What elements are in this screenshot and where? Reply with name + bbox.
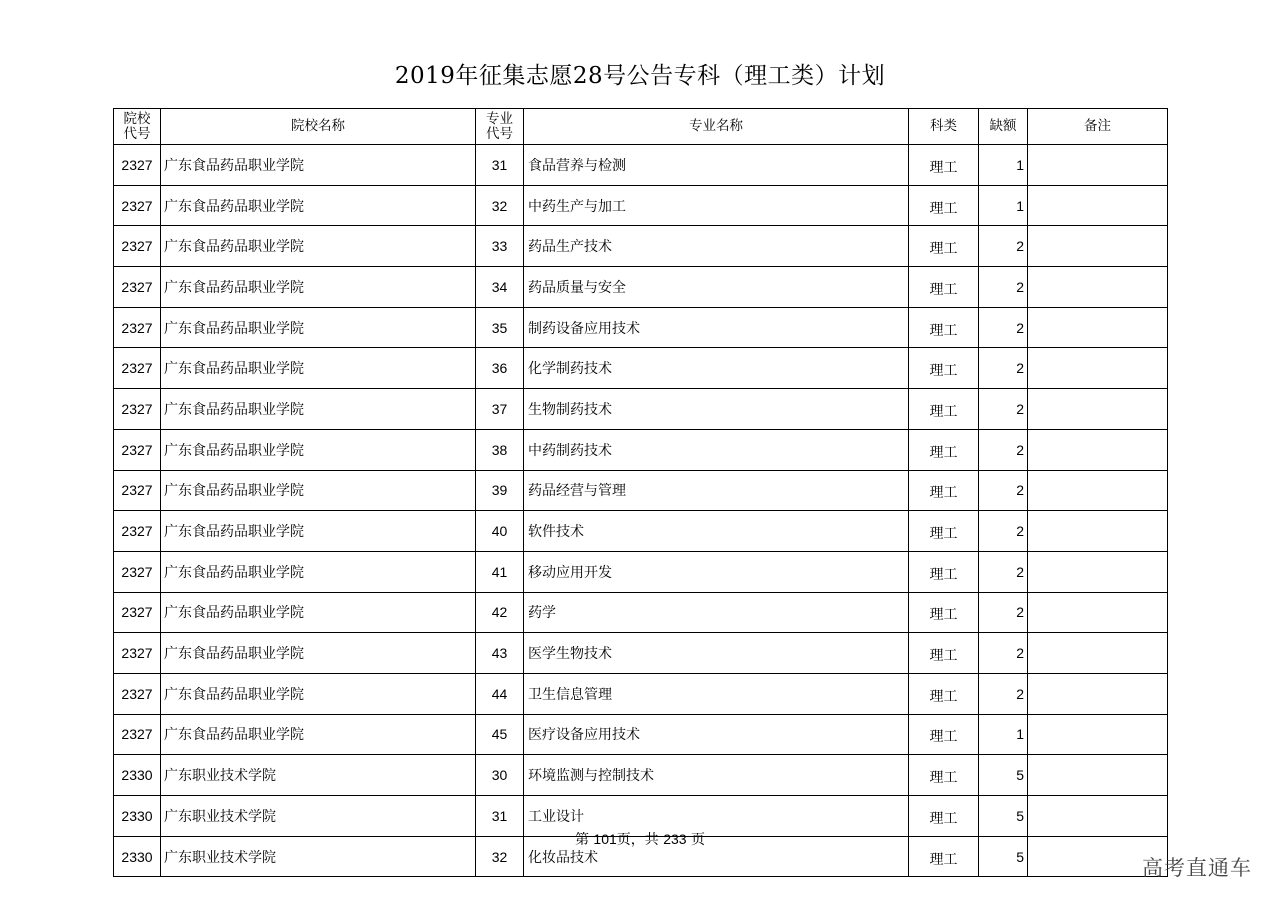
cell-major-code: 43 bbox=[476, 633, 524, 674]
table-row bbox=[114, 470, 1168, 511]
cell-major-name: 医疗设备应用技术 bbox=[524, 714, 909, 755]
table-row bbox=[114, 348, 1168, 389]
header-major-code bbox=[476, 109, 524, 145]
cell-remarks bbox=[1028, 348, 1168, 389]
cell-remarks bbox=[1028, 714, 1168, 755]
header-school-code-line2: 代号 bbox=[123, 125, 151, 142]
table-row bbox=[114, 429, 1168, 470]
cell-school-name: 广东食品药品职业学院 bbox=[161, 714, 476, 755]
cell-quota: 1 bbox=[979, 185, 1028, 226]
cell-remarks bbox=[1028, 592, 1168, 633]
cell-school-name: 广东食品药品职业学院 bbox=[161, 551, 476, 592]
cell-school-code: 2327 bbox=[114, 470, 161, 511]
cell-major-code: 30 bbox=[476, 755, 524, 796]
cell-major-name: 药学 bbox=[524, 592, 909, 633]
cell-quota: 2 bbox=[979, 267, 1028, 308]
cell-school-code: 2327 bbox=[114, 673, 161, 714]
cell-quota: 2 bbox=[979, 226, 1028, 267]
cell-school-name: 广东食品药品职业学院 bbox=[161, 633, 476, 674]
footer-page-number: 101 bbox=[593, 831, 617, 847]
cell-school-code: 2327 bbox=[114, 226, 161, 267]
cell-remarks bbox=[1028, 633, 1168, 674]
cell-school-name: 广东职业技术学院 bbox=[161, 755, 476, 796]
cell-remarks bbox=[1028, 267, 1168, 308]
page-footer bbox=[0, 829, 1280, 849]
table-row bbox=[114, 185, 1168, 226]
cell-major-name: 制药设备应用技术 bbox=[524, 307, 909, 348]
cell-category: 理工 bbox=[909, 836, 979, 877]
cell-major-name: 工业设计 bbox=[524, 796, 909, 837]
cell-remarks bbox=[1028, 673, 1168, 714]
cell-category: 理工 bbox=[909, 470, 979, 511]
cell-quota: 2 bbox=[979, 592, 1028, 633]
cell-school-name: 广东食品药品职业学院 bbox=[161, 307, 476, 348]
cell-quota: 2 bbox=[979, 511, 1028, 552]
cell-school-code: 2327 bbox=[114, 429, 161, 470]
header-major-name: 专业名称 bbox=[524, 109, 909, 145]
cell-major-code: 31 bbox=[476, 145, 524, 186]
cell-quota: 2 bbox=[979, 348, 1028, 389]
cell-school-name: 广东职业技术学院 bbox=[161, 796, 476, 837]
table-row bbox=[114, 673, 1168, 714]
cell-quota: 1 bbox=[979, 145, 1028, 186]
cell-remarks bbox=[1028, 307, 1168, 348]
cell-category: 理工 bbox=[909, 267, 979, 308]
cell-school-name: 广东食品药品职业学院 bbox=[161, 592, 476, 633]
cell-quota: 5 bbox=[979, 755, 1028, 796]
cell-quota: 2 bbox=[979, 470, 1028, 511]
cell-major-name: 环境监测与控制技术 bbox=[524, 755, 909, 796]
cell-category: 理工 bbox=[909, 389, 979, 430]
cell-major-name: 药品经营与管理 bbox=[524, 470, 909, 511]
cell-major-code: 38 bbox=[476, 429, 524, 470]
header-school-name: 院校名称 bbox=[161, 109, 476, 145]
table-row bbox=[114, 511, 1168, 552]
cell-remarks bbox=[1028, 551, 1168, 592]
cell-school-code: 2327 bbox=[114, 348, 161, 389]
cell-major-name: 卫生信息管理 bbox=[524, 673, 909, 714]
header-school-code bbox=[114, 109, 161, 145]
header-quota: 缺额 bbox=[979, 109, 1028, 145]
cell-major-name: 药品质量与安全 bbox=[524, 267, 909, 308]
cell-quota: 1 bbox=[979, 714, 1028, 755]
cell-category: 理工 bbox=[909, 185, 979, 226]
cell-school-name: 广东食品药品职业学院 bbox=[161, 185, 476, 226]
cell-category: 理工 bbox=[909, 511, 979, 552]
cell-quota: 5 bbox=[979, 836, 1028, 877]
cell-major-name: 移动应用开发 bbox=[524, 551, 909, 592]
table-row bbox=[114, 389, 1168, 430]
cell-major-name: 化妆品技术 bbox=[524, 836, 909, 877]
cell-quota: 2 bbox=[979, 673, 1028, 714]
cell-remarks bbox=[1028, 470, 1168, 511]
cell-remarks bbox=[1028, 145, 1168, 186]
table-row bbox=[114, 755, 1168, 796]
header-major-code-line1: 专业 bbox=[486, 110, 513, 127]
cell-remarks bbox=[1028, 429, 1168, 470]
cell-major-name: 中药制药技术 bbox=[524, 429, 909, 470]
cell-remarks bbox=[1028, 185, 1168, 226]
cell-major-code: 45 bbox=[476, 714, 524, 755]
cell-school-code: 2327 bbox=[114, 307, 161, 348]
cell-major-code: 32 bbox=[476, 836, 524, 877]
cell-category: 理工 bbox=[909, 307, 979, 348]
cell-school-code: 2327 bbox=[114, 267, 161, 308]
header-category: 科类 bbox=[909, 109, 979, 145]
cell-school-name: 广东食品药品职业学院 bbox=[161, 145, 476, 186]
cell-school-code: 2327 bbox=[114, 714, 161, 755]
cell-school-name: 广东食品药品职业学院 bbox=[161, 226, 476, 267]
plan-table bbox=[113, 108, 1168, 877]
cell-school-name: 广东食品药品职业学院 bbox=[161, 389, 476, 430]
cell-school-name: 广东职业技术学院 bbox=[161, 836, 476, 877]
cell-school-code: 2327 bbox=[114, 389, 161, 430]
cell-school-code: 2327 bbox=[114, 551, 161, 592]
header-major-code-line2: 代号 bbox=[486, 125, 513, 142]
footer-total-pages: 233 bbox=[663, 831, 687, 847]
cell-category: 理工 bbox=[909, 796, 979, 837]
footer-prefix: 第 bbox=[574, 832, 589, 848]
cell-major-code: 40 bbox=[476, 511, 524, 552]
header-school-code-line1: 院校 bbox=[123, 110, 151, 127]
cell-category: 理工 bbox=[909, 348, 979, 389]
cell-remarks bbox=[1028, 511, 1168, 552]
cell-category: 理工 bbox=[909, 633, 979, 674]
cell-remarks bbox=[1028, 755, 1168, 796]
cell-quota: 2 bbox=[979, 633, 1028, 674]
cell-school-code: 2327 bbox=[114, 185, 161, 226]
cell-major-code: 31 bbox=[476, 796, 524, 837]
cell-major-name: 软件技术 bbox=[524, 511, 909, 552]
cell-major-code: 44 bbox=[476, 673, 524, 714]
cell-category: 理工 bbox=[909, 714, 979, 755]
cell-major-name: 医学生物技术 bbox=[524, 633, 909, 674]
cell-major-code: 37 bbox=[476, 389, 524, 430]
cell-category: 理工 bbox=[909, 226, 979, 267]
table-row bbox=[114, 226, 1168, 267]
cell-category: 理工 bbox=[909, 551, 979, 592]
cell-school-name: 广东食品药品职业学院 bbox=[161, 348, 476, 389]
cell-major-name: 化学制药技术 bbox=[524, 348, 909, 389]
cell-school-name: 广东食品药品职业学院 bbox=[161, 429, 476, 470]
cell-quota: 5 bbox=[979, 796, 1028, 837]
cell-major-code: 34 bbox=[476, 267, 524, 308]
cell-school-name: 广东食品药品职业学院 bbox=[161, 673, 476, 714]
plan-table-body bbox=[114, 145, 1168, 877]
cell-school-code: 2327 bbox=[114, 145, 161, 186]
table-row bbox=[114, 592, 1168, 633]
cell-major-code: 35 bbox=[476, 307, 524, 348]
cell-school-name: 广东食品药品职业学院 bbox=[161, 267, 476, 308]
cell-major-name: 药品生产技术 bbox=[524, 226, 909, 267]
cell-quota: 2 bbox=[979, 307, 1028, 348]
cell-category: 理工 bbox=[909, 145, 979, 186]
cell-category: 理工 bbox=[909, 429, 979, 470]
cell-major-name: 食品营养与检测 bbox=[524, 145, 909, 186]
cell-major-name: 生物制药技术 bbox=[524, 389, 909, 430]
table-row bbox=[114, 633, 1168, 674]
footer-middle: 页，共 bbox=[616, 832, 659, 848]
cell-quota: 2 bbox=[979, 429, 1028, 470]
cell-major-code: 39 bbox=[476, 470, 524, 511]
cell-major-code: 32 bbox=[476, 185, 524, 226]
cell-major-code: 33 bbox=[476, 226, 524, 267]
cell-category: 理工 bbox=[909, 755, 979, 796]
cell-school-name: 广东食品药品职业学院 bbox=[161, 511, 476, 552]
cell-school-code: 2330 bbox=[114, 755, 161, 796]
cell-major-name: 中药生产与加工 bbox=[524, 185, 909, 226]
table-row bbox=[114, 267, 1168, 308]
cell-school-code: 2327 bbox=[114, 633, 161, 674]
cell-quota: 2 bbox=[979, 551, 1028, 592]
cell-remarks bbox=[1028, 226, 1168, 267]
header-row bbox=[114, 109, 1168, 145]
cell-major-code: 41 bbox=[476, 551, 524, 592]
header-remarks: 备注 bbox=[1028, 109, 1168, 145]
cell-quota: 2 bbox=[979, 389, 1028, 430]
cell-category: 理工 bbox=[909, 592, 979, 633]
table-row bbox=[114, 714, 1168, 755]
table-row bbox=[114, 145, 1168, 186]
cell-school-code: 2330 bbox=[114, 836, 161, 877]
cell-school-code: 2327 bbox=[114, 592, 161, 633]
table-row bbox=[114, 307, 1168, 348]
cell-school-code: 2327 bbox=[114, 511, 161, 552]
cell-school-name: 广东食品药品职业学院 bbox=[161, 470, 476, 511]
footer-suffix: 页 bbox=[691, 832, 706, 848]
cell-school-code: 2330 bbox=[114, 796, 161, 837]
cell-category: 理工 bbox=[909, 673, 979, 714]
cell-remarks bbox=[1028, 389, 1168, 430]
cell-major-code: 36 bbox=[476, 348, 524, 389]
page-title: 2019年征集志愿28号公告专科（理工类）计划 bbox=[394, 63, 886, 89]
table-row bbox=[114, 551, 1168, 592]
cell-major-code: 42 bbox=[476, 592, 524, 633]
watermark: 高考直通车 bbox=[1142, 856, 1252, 880]
